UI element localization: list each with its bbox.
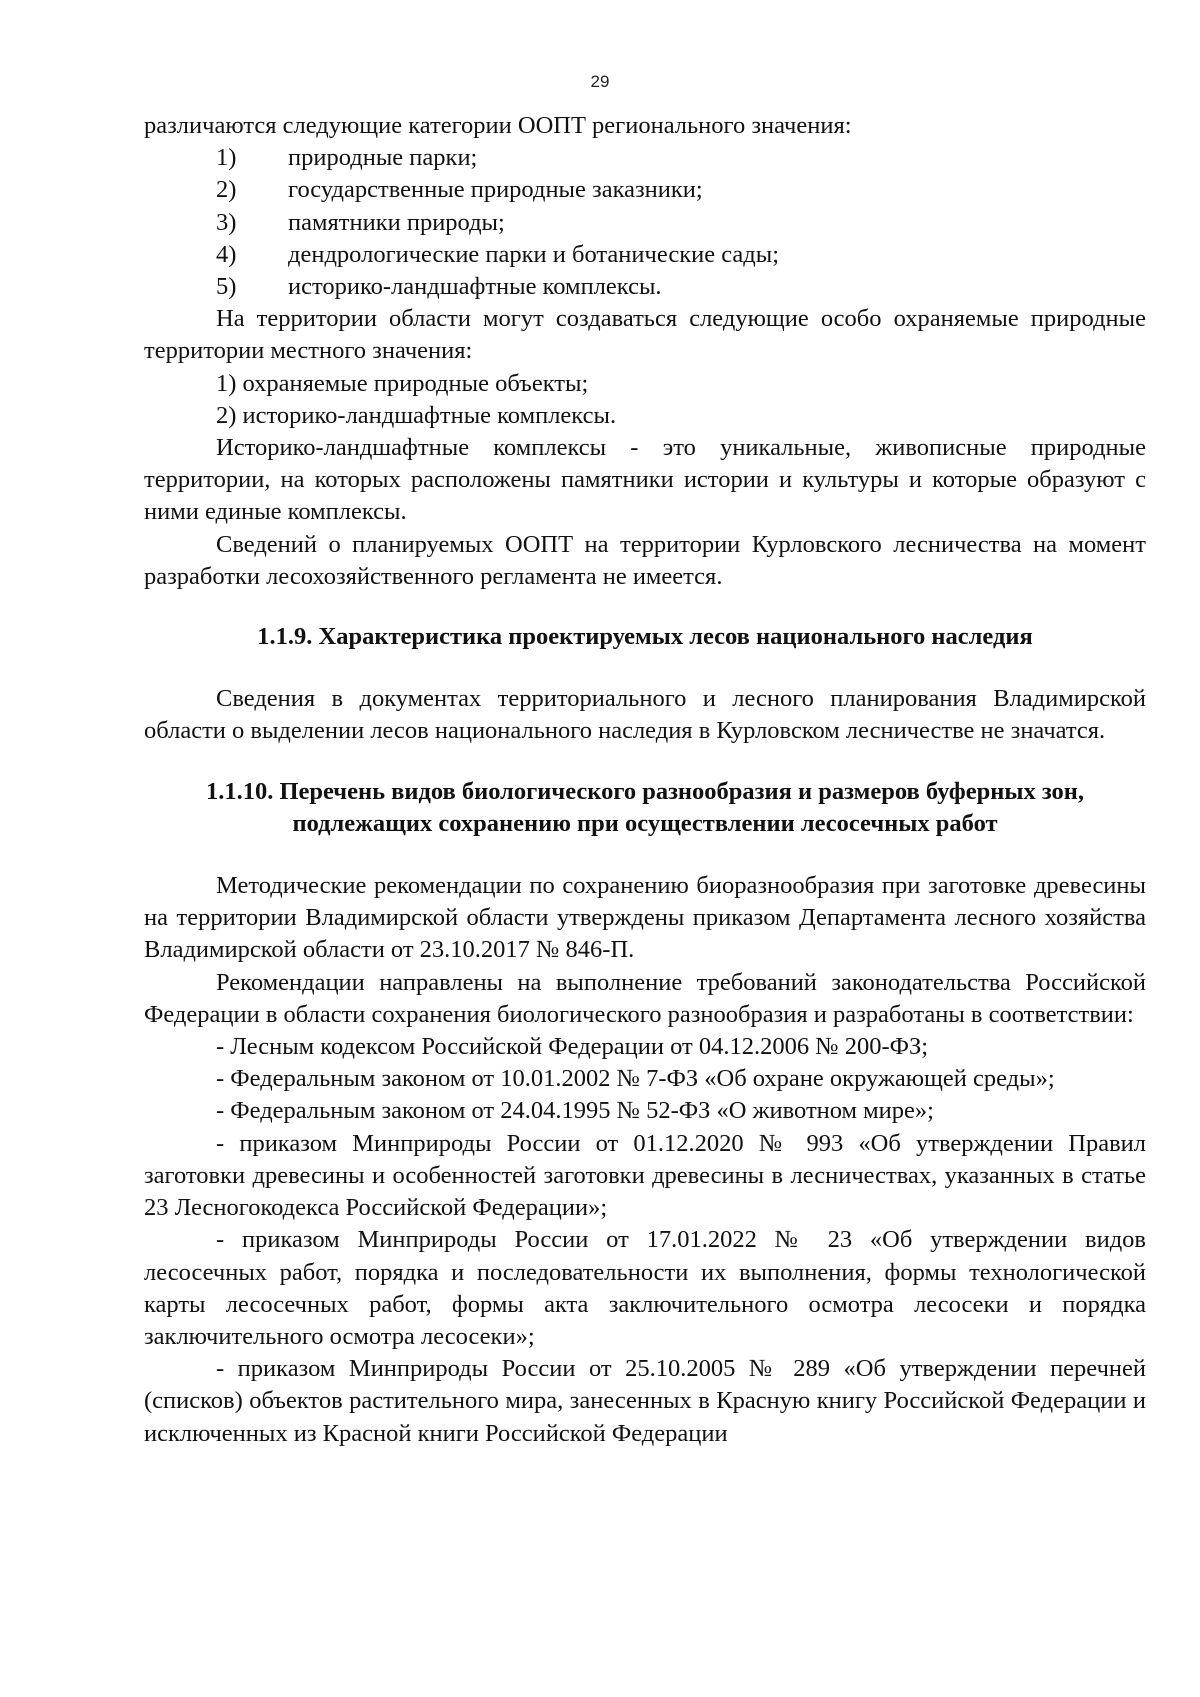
intro-paragraph: различаются следующие категории ООПТ регионального значения: (144, 112, 852, 139)
list-item-number: 5) (216, 273, 237, 301)
list-item-text: государственные природные заказники; (288, 176, 703, 204)
page-number: 29 (590, 72, 610, 91)
recommendations-paragraph: Рекомендации направлены на выполнение требований законодательства Российской Федерации в области сохранения биологического разнообразия и разработаны в соответствии: (144, 968, 1146, 1028)
legal-basis-list (144, 1031, 1146, 1450)
local-intro-paragraph: На территории области могут создаваться следующие особо охраняемые природные территории местного значения: (144, 305, 1146, 365)
list-item (144, 207, 1146, 239)
list-item-number: 3) (216, 208, 237, 236)
page-content (144, 110, 1146, 1450)
list-item-text: памятники природы; (288, 208, 505, 236)
legal-item: - приказом Минприроды России от 01.12.2020 № 993 «Об утверждении Правил заготовки древесины и особенностей заготовки древесины в лесничествах, указанных в статье 23 Лесногокодекса Российской Федерации»; (144, 1129, 1146, 1222)
list-item-number: 1) (216, 144, 237, 172)
landscape-complex-paragraph: Историко-ландшафтные комплексы - это уникальные, живописные природные территории, на которых расположены памятники истории и культуры и которые образуют с ними единые комплексы. (144, 434, 1146, 526)
legal-item: - Лесным кодексом Российской Федерации от 04.12.2006 № 200-ФЗ; (216, 1033, 929, 1061)
section-heading-1-1-10: 1.1.10. Перечень видов биологического разнообразия и размеров буферных зон, подлежащих сохранению при осуществлении лесосечных работ (205, 777, 1085, 837)
list-item (144, 239, 1146, 271)
heritage-forests-paragraph: Сведения в документах территориального и лесного планирования Владимирской области о выделении лесов национального наследия в Курловском лесничестве не значатся. (144, 685, 1146, 745)
legal-item: - Федеральным законом от 10.01.2002 № 7-ФЗ «Об охране окружающей среды»; (216, 1065, 1055, 1093)
local-list-item: 2) историко-ландшафтные комплексы. (216, 401, 617, 429)
regional-category-list (144, 142, 1146, 303)
list-item (144, 142, 1146, 174)
legal-item: - приказом Минприроды России от 25.10.2005 № 289 «Об утверждении перечней (списков) объектов растительного мира, занесенных в Красную книгу Российской Федерации и исключенных из Красной книги Российской Федерации (144, 1355, 1146, 1447)
list-item (144, 271, 1146, 303)
planned-oopt-paragraph: Сведений о планируемых ООПТ на территории Курловского лесничества на момент разработки лесохозяйственного регламента не имеется. (144, 530, 1146, 590)
list-item-text: природные парки; (288, 144, 478, 172)
legal-item: - Федеральным законом от 24.04.1995 № 52-ФЗ «О животном мире»; (216, 1097, 934, 1125)
list-item-number: 2) (216, 176, 237, 204)
methodical-recommendations-paragraph: Методические рекомендации по сохранению биоразнообразия при заготовке древесины на территории Владимирской области утверждены приказом Департамента лесного хозяйства Владимирской области от 23.10.2017 № 846-П. (144, 872, 1146, 964)
list-item (144, 174, 1146, 206)
list-item-text: историко-ландшафтные комплексы. (288, 273, 662, 301)
section-heading-1-1-9: 1.1.9. Характеристика проектируемых лесов национального наследия (257, 623, 1033, 651)
legal-item: - приказом Минприроды России от 17.01.2022 № 23 «Об утверждении видов лесосечных работ, порядка и последовательности их выполнения, формы технологической карты лесосечных работ, формы акта заключительного осмотра лесосеки и порядка заключительного осмотра лесосеки»; (144, 1226, 1146, 1350)
list-item-number: 4) (216, 240, 237, 268)
local-list-item: 1) охраняемые природные объекты; (216, 369, 589, 397)
list-item-text: дендрологические парки и ботанические сады; (288, 240, 780, 268)
